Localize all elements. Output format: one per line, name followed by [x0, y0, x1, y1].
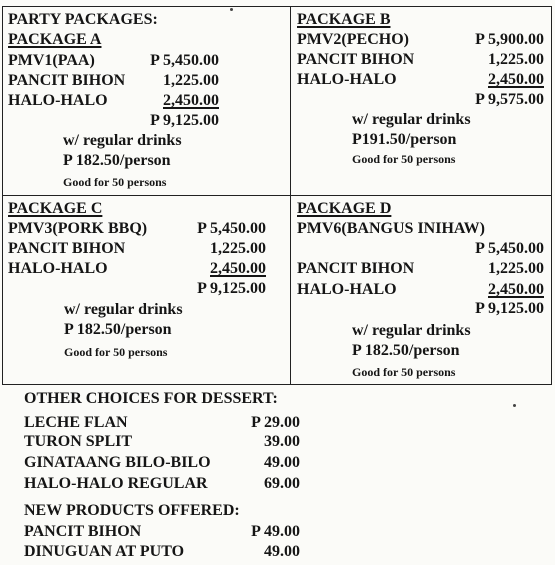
new-product-item-price: 49.00 — [264, 543, 300, 560]
package-a-item-2-price: 1,225.00 — [163, 72, 219, 89]
package-a-item-1-name: PMV1(PAA) — [8, 52, 95, 69]
package-d-total: P 9,125.00 — [475, 300, 544, 317]
package-d-item-1-price: P 5,450.00 — [475, 240, 544, 257]
dessert-item-price: 39.00 — [264, 433, 300, 450]
package-a-item-1-price: P 5,450.00 — [150, 52, 219, 69]
package-d-drinks: w/ regular drinks — [352, 322, 471, 339]
package-d-title: PACKAGE D — [297, 200, 392, 217]
new-product-item-price: P 49.00 — [251, 523, 300, 540]
package-c-item-3-price: 2,450.00 — [210, 260, 266, 277]
package-c-total: P 9,125.00 — [197, 280, 266, 297]
package-a-item-3-price: 2,450.00 — [163, 92, 219, 109]
package-d-item-1-name: PMV6(BANGUS INIHAW) — [297, 220, 485, 237]
package-c-drinks: w/ regular drinks — [64, 301, 183, 318]
package-b-good-for: Good for 50 persons — [352, 152, 456, 166]
package-b-item-2-price: 1,225.00 — [488, 51, 544, 68]
package-a-drinks: w/ regular drinks — [63, 132, 182, 149]
package-c-per-person: P 182.50/person — [64, 321, 172, 338]
dessert-item-price: 69.00 — [264, 475, 300, 492]
new-products-title: NEW PRODUCTS OFFERED: — [24, 502, 240, 519]
package-b-item-2-name: PANCIT BIHON — [297, 51, 415, 68]
package-d-item-3-price: 2,450.00 — [488, 281, 544, 298]
page-title: PARTY PACKAGES: — [8, 11, 158, 28]
dessert-item-name: TURON SPLIT — [24, 433, 133, 450]
dessert-item-name: LECHE FLAN — [24, 414, 128, 431]
package-b-item-1-price: P 5,900.00 — [475, 31, 544, 48]
package-d-per-person: P 182.50/person — [352, 342, 460, 359]
package-c-good-for: Good for 50 persons — [64, 345, 168, 359]
package-b-drinks: w/ regular drinks — [352, 111, 471, 128]
dessert-item-name: GINATAANG BILO-BILO — [24, 454, 211, 471]
new-product-item-name: DINUGUAN AT PUTO — [24, 543, 185, 560]
package-a-good-for: Good for 50 persons — [63, 175, 167, 189]
package-a-total: P 9,125.00 — [150, 112, 219, 129]
package-b-per-person: P191.50/person — [352, 131, 457, 148]
package-b-total: P 9,575.00 — [475, 91, 544, 108]
package-c-item-2-name: PANCIT BIHON — [8, 240, 126, 257]
new-product-item-name: PANCIT BIHON — [24, 523, 142, 540]
package-d-item-3-name: HALO-HALO — [297, 281, 397, 298]
package-c-item-2-price: 1,225.00 — [210, 240, 266, 257]
dessert-item-price: P 29.00 — [251, 414, 300, 431]
package-c-item-3-name: HALO-HALO — [8, 260, 108, 277]
desserts-title: OTHER CHOICES FOR DESSERT: — [24, 390, 278, 407]
scan-speck — [230, 8, 233, 11]
package-b-item-3-price: 2,450.00 — [488, 71, 544, 88]
package-d-good-for: Good for 50 persons — [352, 365, 456, 379]
package-a-item-2-name: PANCIT BIHON — [8, 72, 126, 89]
package-a-per-person: P 182.50/person — [63, 152, 171, 169]
scan-speck — [513, 404, 516, 407]
dessert-item-price: 49.00 — [264, 454, 300, 471]
package-c-item-1-price: P 5,450.00 — [197, 220, 266, 237]
package-d-item-2-price: 1,225.00 — [488, 260, 544, 277]
package-a-title: PACKAGE A — [8, 31, 102, 48]
package-a-item-3-name: HALO-HALO — [8, 92, 108, 109]
package-b-title: PACKAGE B — [297, 11, 391, 28]
package-c-title: PACKAGE C — [8, 200, 103, 217]
package-c-item-1-name: PMV3(PORK BBQ) — [8, 220, 148, 237]
dessert-item-name: HALO-HALO REGULAR — [24, 475, 208, 492]
package-b-item-3-name: HALO-HALO — [297, 71, 397, 88]
package-b-item-1-name: PMV2(PECHO) — [297, 31, 409, 48]
package-d-item-2-name: PANCIT BIHON — [297, 260, 415, 277]
